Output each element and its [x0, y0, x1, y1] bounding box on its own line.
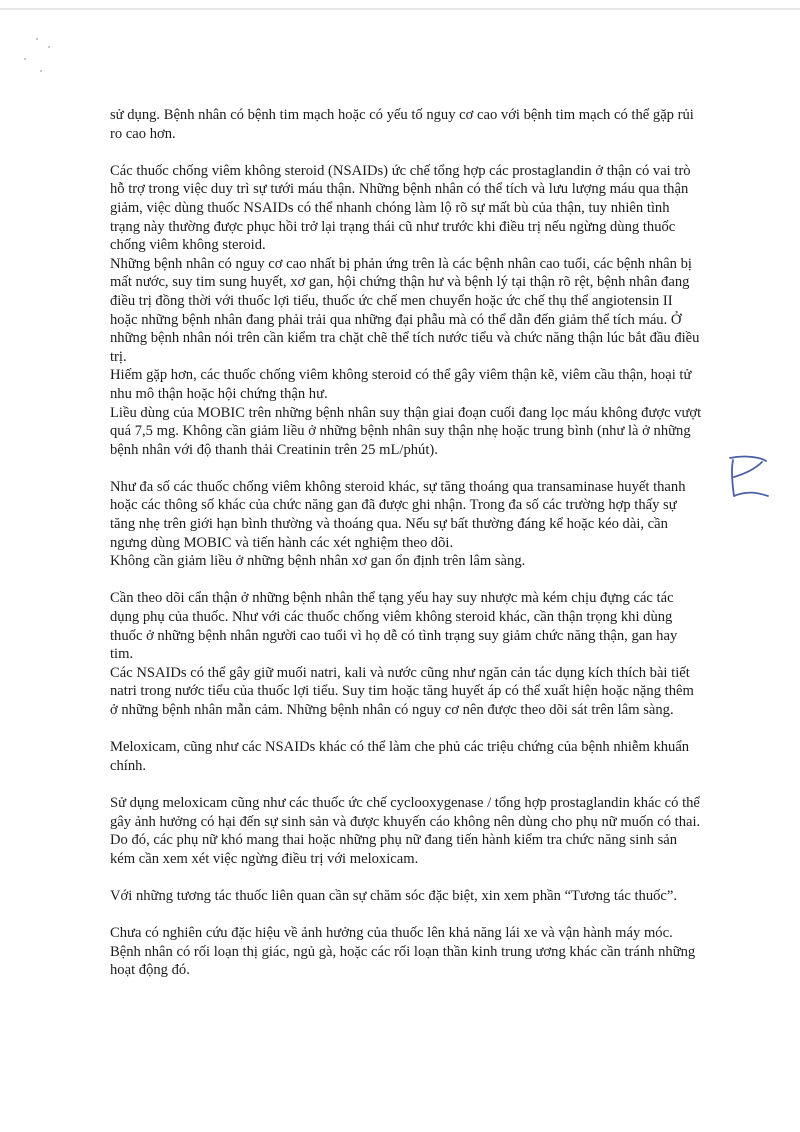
scan-speck [24, 58, 26, 60]
body-paragraph: Liều dùng của MOBIC trên những bệnh nhân suy thận giai đoạn cuối đang lọc máu không được vượt quá 7,5 mg. Không cần giảm liều ở những bệnh nhân suy thận nhẹ hoặc trung bình (như là ở những bệnh nhân với độ thanh thải Creatinin trên 25 mL/phút). [110, 404, 702, 458]
body-paragraph: Hiếm gặp hơn, các thuốc chống viêm không steroid có thể gây viêm thận kẽ, viêm cầu thận, hoại tử nhu mô thận hoặc hội chứng thận hư. [110, 367, 692, 402]
scan-speck [36, 38, 38, 40]
body-paragraph: Với những tương tác thuốc liên quan cần sự chăm sóc đặc biệt, xin xem phần “Tương tác thuốc”. [110, 887, 678, 904]
scan-top-edge [0, 8, 800, 10]
document-body [110, 106, 702, 980]
body-paragraph: Những bệnh nhân có nguy cơ cao nhất bị phản ứng trên là các bệnh nhân cao tuổi, các bệnh nhân bị mất nước, suy tim sung huyết, xơ gan, hội chứng thận hư và bệnh lý tại thận rõ rệt, bệnh nhân đang điều trị đồng thời với thuốc lợi tiểu, thuốc ức chế men chuyển hoặc ức chế thụ thể angiotensin II hoặc những bệnh nhân đang phải trải qua những đại phẫu mà có thể dẫn đến giảm thể tích máu. Ở những bệnh nhân nói trên cần kiểm tra chặt chẽ thể tích nước tiểu và chức năng thận lúc bắt đầu điều trị. [110, 255, 700, 365]
body-paragraph: Như đa số các thuốc chống viêm không steroid khác, sự tăng thoáng qua transaminase huyết thanh hoặc các thông số khác của chức năng gan đã được ghi nhận. Trong đa số các trường hợp thấy sự tăng nhẹ trên giới hạn bình thường và thoáng qua. Nếu sự bất thường đáng kể hoặc kéo dài, cần ngưng dùng MOBIC và tiến hành các xét nghiệm theo dõi. [110, 478, 686, 551]
body-paragraph: Sử dụng meloxicam cũng như các thuốc ức chế cyclooxygenase / tổng hợp prostaglandin khác có thể gây ảnh hưởng có hại đến sự sinh sản và được khuyến cáo không nên dùng cho phụ nữ muốn có thai. [110, 794, 701, 830]
body-paragraph: Chưa có nghiên cứu đặc hiệu về ảnh hưởng của thuốc lên khả năng lái xe và vận hành máy móc. Bệnh nhân có rối loạn thị giác, ngủ gà, hoặc các rối loạn thần kinh trung ương khác cần tránh những hoạt động đó. [110, 925, 696, 979]
body-paragraph: Meloxicam, cũng như các NSAIDs khác có thể làm che phủ các triệu chứng của bệnh nhiễm khuẩn chính. [110, 739, 690, 774]
scan-speck [40, 70, 42, 72]
body-paragraph: Do đó, các phụ nữ khó mang thai hoặc những phụ nữ đang tiến hành kiểm tra chức năng sinh sản kém cần xem xét việc ngừng điều trị với meloxicam. [110, 832, 678, 867]
body-paragraph: Không cần giảm liều ở những bệnh nhân xơ gan ổn định trên lâm sàng. [110, 553, 526, 570]
body-paragraph: Các thuốc chống viêm không steroid (NSAIDs) ức chế tổng hợp các prostaglandin ở thận có vai trò hỗ trợ trong việc duy trì sự tưới máu thận. Những bệnh nhân có thể tích và lưu lượng máu qua thận giảm, việc dùng thuốc NSAIDs có thể nhanh chóng làm lộ rõ sự mất bù của thận, tuy nhiên tình trạng này thường được phục hồi trở lại trạng thái cũ như trước khi điều trị nếu ngừng dùng thuốc chống viêm không steroid. [110, 162, 691, 254]
body-paragraph: Các NSAIDs có thể gây giữ muối natri, kali và nước cũng như ngăn cản tác dụng kích thích bài tiết natri trong nước tiểu của thuốc lợi tiểu. Suy tim hoặc tăng huyết áp có thể xuất hiện hoặc nặng thêm ở những bệnh nhân mẫn cảm. Những bệnh nhân có nguy cơ nên được theo dõi sát trên lâm sàng. [110, 664, 694, 718]
body-paragraph: Cần theo dõi cẩn thận ở những bệnh nhân thể tạng yếu hay suy nhược mà kém chịu đựng các tác dụng phụ của thuốc. Như với các thuốc chống viêm không steroid khác, cần thận trọng khi dùng thuốc ở những bệnh nhân người cao tuổi vì họ dễ có tình trạng suy giảm chức năng thận, gan hay tim. [110, 590, 678, 663]
body-paragraph: sử dụng. Bệnh nhân có bệnh tim mạch hoặc có yếu tố nguy cơ cao với bệnh tim mạch có thể gặp rủi ro cao hơn. [110, 107, 694, 142]
handwritten-page-mark [724, 452, 772, 502]
scan-speck [48, 46, 50, 48]
